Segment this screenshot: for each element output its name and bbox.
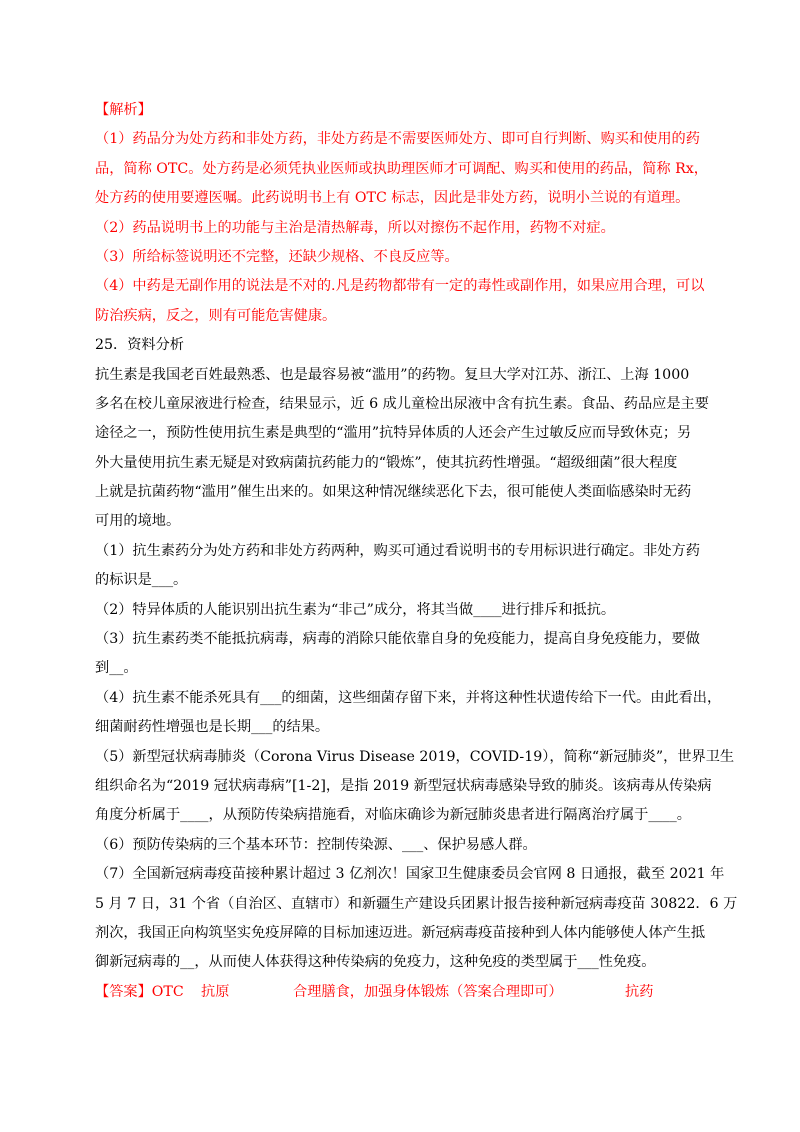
question-item-line: （5）新型冠状病毒肺炎（Corona Virus Disease 2019，COVID-19），简称“新冠肺炎”，世界卫生: [95, 748, 735, 765]
passage-line: 外大量使用抗生素无疑是对致病菌抗药能力的“锻炼”，使其抗药性增强。“超级细菌”很大程度: [95, 454, 678, 471]
analysis-line: （2）药品说明书上的功能与主治是清热解毒，所以对擦伤不起作用，药物不对症。: [95, 219, 615, 236]
question-item-line: （3）抗生素药类不能抵抗病毒，病毒的消除只能依靠自身的免疫能力，提高自身免疫能力，要做: [95, 631, 700, 648]
answer-label: 【答案】OTC: [95, 983, 184, 1000]
question-item-line: （6）预防传染病的三个基本环节：控制传染源、___、保护易感人群。: [95, 836, 537, 853]
analysis-line: 防治疾病，反之，则有可能危害健康。: [95, 307, 337, 324]
analysis-line: （1）药品分为处方药和非处方药，非处方药是不需要医师处方、即可自行判断、购买和使用的药: [95, 131, 700, 148]
question-item-line: 5 月 7 日，31 个省（自治区、直辖市）和新疆生产建设兵团累计报告接种新冠病毒疫苗 30822．6 万: [95, 895, 738, 912]
passage-line: 抗生素是我国老百姓最熟悉、也是最容易被“滥用”的药物。复旦大学对江苏、浙江、上海 1000: [95, 366, 690, 383]
passage-line: 可用的境地。: [95, 513, 181, 530]
question-item-line: 的标识是___。: [95, 572, 188, 589]
question-item-line: 剂次，我国正向构筑坚实免疫屏障的目标加速迈进。新冠病毒疫苗接种到人体内能够使人体产生抵: [95, 924, 706, 941]
analysis-line: 品，简称 OTC。处方药是必须凭执业医师或执助理医师才可调配、购买和使用的药品，简称 Rx，: [95, 160, 708, 177]
analysis-heading: 【解析】: [95, 102, 152, 118]
question-item-line: 御新冠病毒的__，从而使人体获得这种传染病的免疫力，这种免疫的类型属于___性免疫。: [95, 954, 656, 971]
question-title: 25．资料分析: [95, 337, 184, 354]
passage-line: 上就是抗菌药物“滥用”催生出来的。如果这种情况继续恶化下去，很可能使人类面临感染时无药: [95, 484, 692, 501]
question-item-line: 角度分析属于____，从预防传染病措施看，对临床确诊为新冠肺炎患者进行隔离治疗属于____。: [95, 807, 691, 824]
answer-part: 抗药: [625, 983, 654, 1000]
question-item-line: 到__。: [95, 660, 138, 677]
analysis-line: （3）所给标签说明还不完整，还缺少规格、不良反应等。: [95, 248, 459, 265]
question-item-line: 细菌耐药性增强也是长期___的结果。: [95, 719, 330, 736]
analysis-line: （4）中药是无副作用的说法是不对的.凡是药物都带有一定的毒性或副作用，如果应用合理，可以: [95, 278, 705, 295]
passage-line: 途径之一，预防性使用抗生素是典型的“滥用”抗特异体质的人还会产生过敏反应而导致休克；另: [95, 425, 692, 442]
document-page: [95, 96, 738, 1007]
passage-line: 多名在校儿童尿液进行检查，结果显示，近 6 成儿童检出尿液中含有抗生素。食品、药品应是主要: [95, 395, 709, 412]
analysis-line: 处方药的使用要遵医嘱。此药说明书上有 OTC 标志，因此是非处方药，说明小兰说的有道理。: [95, 190, 690, 207]
question-item-line: （1）抗生素药分为处方药和非处方药两种，购买可通过看说明书的专用标识进行确定。非处方药: [95, 542, 700, 559]
question-item-line: （4）抗生素不能杀死具有___的细菌，这些细菌存留下来，并将这种性状遗传给下一代。由此看出，: [95, 689, 722, 706]
question-item-line: 组织命名为“2019 冠状病毒病”[1-2]，是指 2019 新型冠状病毒感染导致的肺炎。该病毒从传染病: [95, 777, 712, 794]
answer-part: 合理膳食，加强身体锻炼（答案合理即可）: [293, 983, 563, 1000]
answer-row: [95, 978, 715, 1007]
question-item-line: （7）全国新冠病毒疫苗接种累计超过 3 亿剂次！国家卫生健康委员会官网 8 日通报，截至 2021 年: [95, 866, 725, 883]
answer-part: 抗原: [201, 983, 230, 1000]
question-item-line: （2）特异体质的人能识别出抗生素为“非己”成分，将其当做____进行排斥和抵抗。: [95, 601, 616, 618]
